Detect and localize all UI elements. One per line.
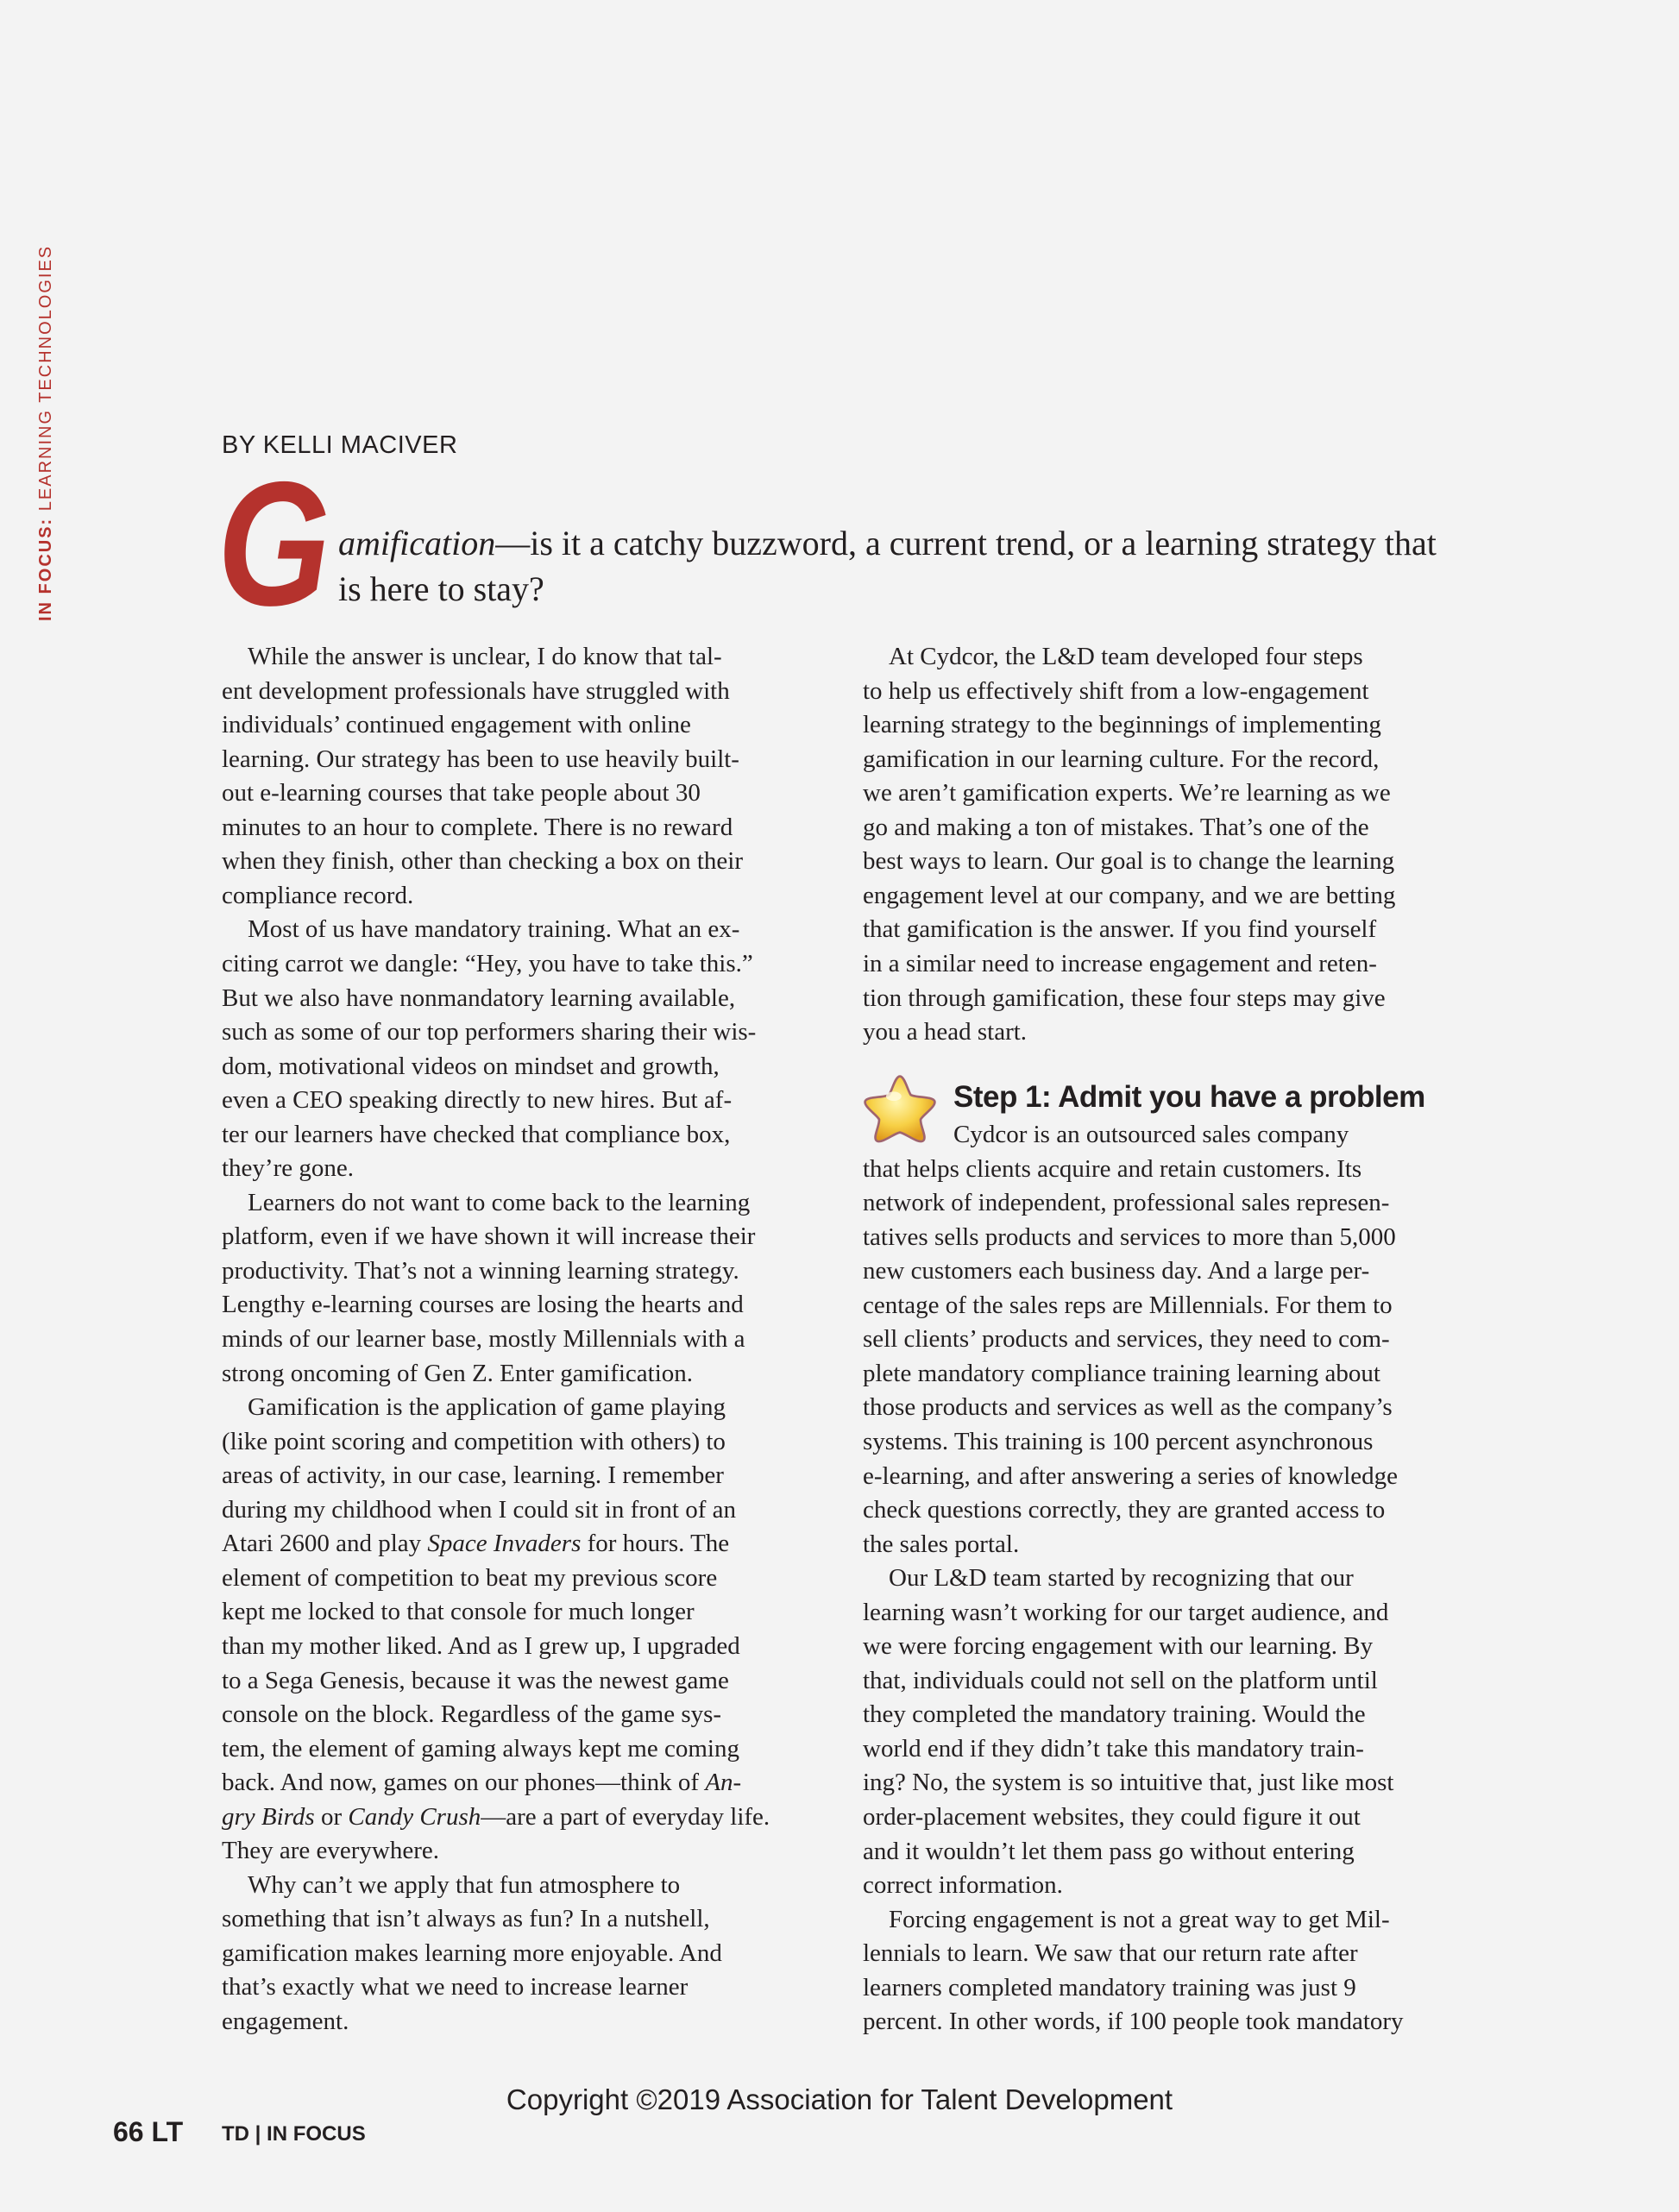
text-line: when they finish, other than checking a box on their	[222, 847, 744, 876]
text-line: those products and services as well as the company’s	[863, 1393, 1393, 1422]
step-1-heading: Step 1: Admit you have a problem	[953, 1080, 1425, 1114]
text-line: dom, motivational videos on mindset and growth,	[222, 1052, 720, 1080]
italic-title: Candy Crush	[348, 1802, 481, 1831]
text-line: that helps clients acquire and retain customers. Its	[863, 1154, 1362, 1183]
text-line: something that isn’t always as fun? In a nutshell,	[222, 1905, 710, 1933]
text-line: you a head start.	[863, 1018, 1028, 1046]
text-segment: or	[314, 1802, 349, 1831]
text-line: Lengthy e-learning courses are losing the hearts and	[222, 1291, 744, 1319]
sidebar-label-rest: LEARNING TECHNOLOGIES	[36, 244, 55, 518]
italic-title: An-	[705, 1769, 742, 1797]
text-line: engagement.	[222, 2008, 349, 2035]
text-line: they’re gone.	[222, 1154, 354, 1183]
text-line: At Cydcor, the L&D team developed four steps	[889, 643, 1363, 670]
text-line: network of independent, professional sales represen-	[863, 1189, 1390, 1217]
text-line	[222, 1527, 729, 1562]
text-segment: for hours. The	[581, 1530, 730, 1558]
text-line: tatives sells products and services to more than 5,000	[863, 1222, 1396, 1251]
text-line: areas of activity, in our case, learning. I remember	[222, 1461, 724, 1490]
copyright-notice: Copyright ©2019 Association for Talent Development	[506, 2083, 1173, 2115]
text-line: productivity. That’s not a winning learning strategy.	[222, 1256, 739, 1285]
text-line: that’s exactly what we need to increase learner	[222, 1973, 689, 2001]
page-number: 66 LT	[113, 2116, 184, 2147]
text-line: plete mandatory compliance training learning about	[863, 1359, 1380, 1387]
text-line: percent. In other words, if 100 people took mandatory	[863, 2008, 1404, 2036]
text-line: centage of the sales reps are Millennials. For them to	[863, 1291, 1393, 1319]
text-line: such as some of our top performers sharing their wis-	[222, 1018, 757, 1046]
italic-title: Space Invaders	[427, 1530, 582, 1558]
text-line: systems. This training is 100 percent asynchronous	[863, 1427, 1374, 1455]
text-line: platform, even if we have shown it will increase their	[222, 1222, 756, 1251]
text-line: Our L&D team started by recognizing that our	[889, 1564, 1354, 1593]
text-line: tion through gamification, these four steps may give	[863, 983, 1386, 1012]
text-line: console on the block. Regardless of the game sys-	[222, 1700, 722, 1729]
sidebar-label-bold: IN FOCUS:	[36, 517, 55, 621]
headline	[338, 520, 1460, 612]
text-line: during my childhood when I could sit in front of an	[222, 1495, 737, 1524]
text-line: that, individuals could not sell on the platform until	[863, 1666, 1378, 1694]
text-line: citing carrot we dangle: “Hey, you have to take this.”	[222, 949, 753, 977]
star-icon	[861, 1073, 939, 1144]
headline-italic: amification	[338, 524, 496, 562]
text-line: While the answer is unclear, I do know that tal-	[248, 643, 722, 670]
text-line: we aren’t gamification experts. We’re learning as we	[863, 779, 1391, 808]
text-line: gamification makes learning more enjoyable. And	[222, 1939, 722, 1967]
text-line: strong oncoming of Gen Z. Enter gamification.	[222, 1359, 694, 1387]
headline-rest: —is it a catchy buzzword, a current trend, or a learning strategy that is here to stay?	[338, 524, 1437, 608]
text-line: they completed the mandatory training. Would the	[863, 1700, 1366, 1729]
text-segment: back. And now, games on our phones—think of	[222, 1769, 706, 1797]
text-line: ent development professionals have struggled with	[222, 676, 730, 705]
text-line: we were forcing engagement with our learning. By	[863, 1632, 1374, 1661]
section-sidebar-label	[36, 245, 56, 621]
text-line: than my mother liked. And as I grew up, I upgraded	[222, 1631, 740, 1660]
text-line: kept me locked to that console for much longer	[222, 1598, 695, 1626]
text-line: to help us effectively shift from a low-engagement	[863, 676, 1369, 705]
text-line: new customers each business day. And a large per-	[863, 1257, 1370, 1285]
text-line: individuals’ continued engagement with online	[222, 711, 691, 739]
text-line: tem, the element of gaming always kept me coming	[222, 1734, 739, 1763]
section-label: TD | IN FOCUS	[222, 2122, 366, 2146]
italic-title: gry Birds	[222, 1802, 315, 1831]
text-line	[222, 1800, 770, 1835]
text-line	[222, 1766, 741, 1800]
drop-cap: G	[217, 445, 330, 643]
text-line: correct information.	[863, 1871, 1063, 1900]
text-line: Cydcor is an outsourced sales company	[953, 1121, 1349, 1148]
text-line: lennials to learn. We saw that our return rate after	[863, 1939, 1358, 1968]
text-line: (like point scoring and competition with others) to	[222, 1427, 726, 1455]
text-line: Learners do not want to come back to the learning	[248, 1188, 751, 1216]
text-line: engagement level at our company, and we are betting	[863, 881, 1396, 909]
text-segment: Atari 2600 and play	[222, 1530, 428, 1558]
text-line: But we also have nonmandatory learning available,	[222, 983, 736, 1012]
text-line: Why can’t we apply that fun atmosphere to	[248, 1870, 681, 1899]
text-line: world end if they didn’t take this mandatory train-	[863, 1734, 1364, 1763]
text-line: in a similar need to increase engagement and reten-	[863, 949, 1377, 977]
text-line: minutes to an hour to complete. There is no reward	[222, 813, 733, 841]
byline: BY KELLI MACIVER	[222, 431, 458, 459]
text-line: learning strategy to the beginnings of implementing	[863, 711, 1381, 739]
text-line: and it wouldn’t let them pass go without entering	[863, 1837, 1355, 1865]
text-line: learning wasn’t working for our target audience, and	[863, 1598, 1389, 1626]
text-line: ter our learners have checked that compliance box,	[222, 1120, 731, 1148]
text-line: e-learning, and after answering a series of knowledge	[863, 1461, 1399, 1490]
text-line: go and making a ton of mistakes. That’s one of the	[863, 813, 1369, 841]
text-line: They are everywhere.	[222, 1837, 439, 1865]
text-line: learning. Our strategy has been to use heavily built-	[222, 745, 739, 773]
text-line: order-placement websites, they could figure it out	[863, 1803, 1361, 1831]
text-line: gamification in our learning culture. For the record,	[863, 745, 1380, 773]
text-line: even a CEO speaking directly to new hires. But af-	[222, 1086, 733, 1115]
text-line: the sales portal.	[863, 1530, 1020, 1558]
text-line: out e-learning courses that take people about 30	[222, 779, 701, 808]
text-line: compliance record.	[222, 881, 414, 909]
text-line: that gamification is the answer. If you find yourself	[863, 915, 1377, 944]
text-line: sell clients’ products and services, they need to com-	[863, 1325, 1390, 1354]
text-line: Most of us have mandatory training. What an ex-	[248, 915, 740, 944]
text-line: minds of our learner base, mostly Millennials with a	[222, 1325, 745, 1353]
text-line: check questions correctly, they are granted access to	[863, 1496, 1386, 1524]
text-segment: —are a part of everyday life.	[481, 1802, 770, 1831]
text-line: best ways to learn. Our goal is to change the learning	[863, 847, 1395, 876]
text-line: to a Sega Genesis, because it was the newest game	[222, 1666, 729, 1694]
text-line: Gamification is the application of game playing	[248, 1393, 726, 1422]
text-line: Forcing engagement is not a great way to get Mil-	[889, 1905, 1390, 1933]
text-line: element of competition to beat my previous score	[222, 1563, 718, 1592]
text-line: ing? No, the system is so intuitive that, just like most	[863, 1769, 1394, 1797]
text-line: learners completed mandatory training was just 9	[863, 1973, 1356, 2001]
